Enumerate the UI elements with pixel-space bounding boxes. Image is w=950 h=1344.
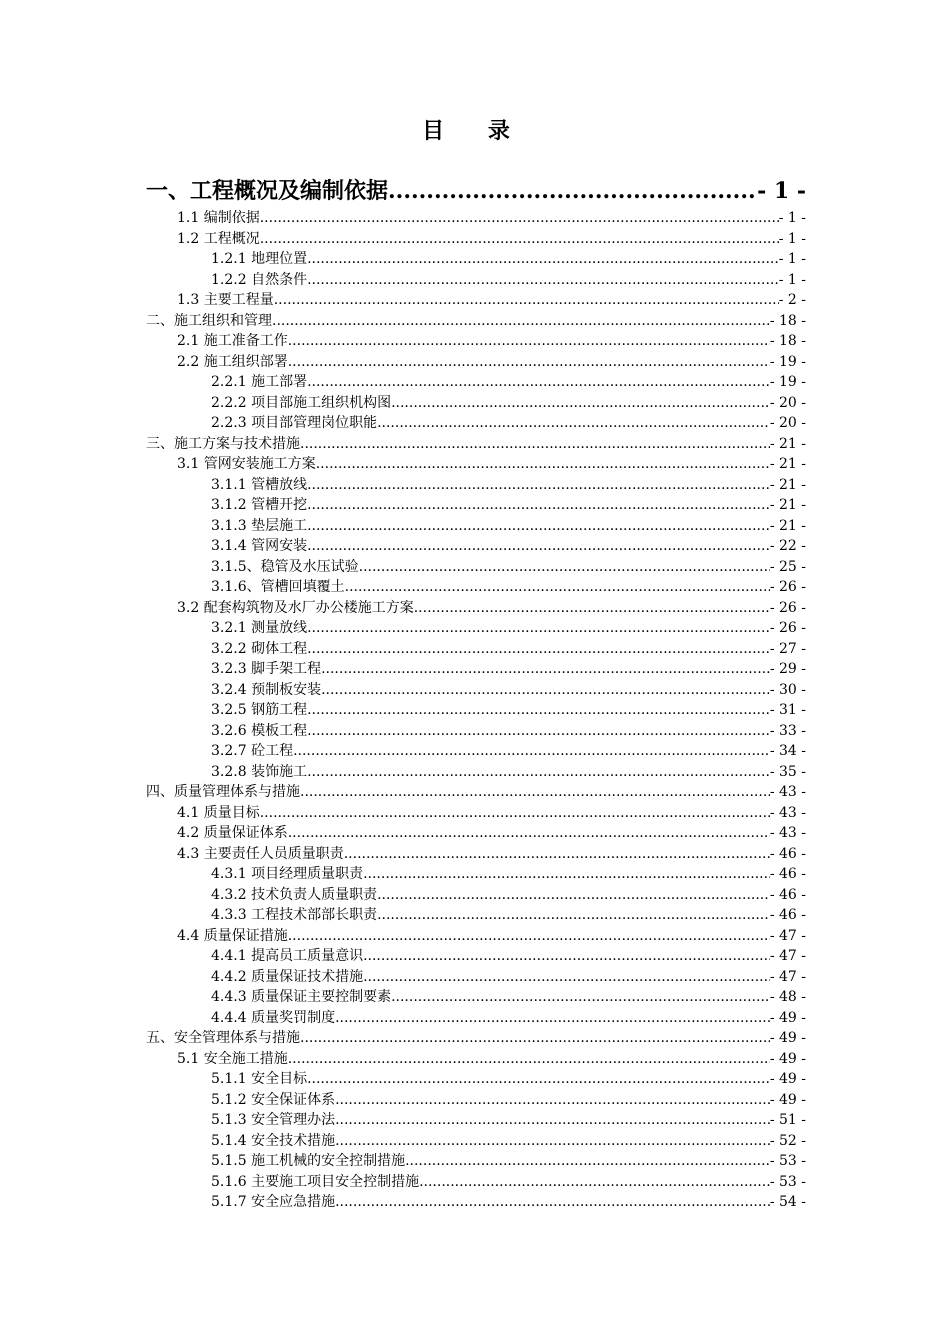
toc-entry-label: 4.2 质量保证体系 [177,825,288,841]
toc-entry-label: 5.1.7 安全应急措施 [211,1194,336,1210]
toc-entry[interactable] [146,905,806,926]
toc-entry-label: 四、质量管理体系与措施 [146,784,300,800]
toc-entry[interactable] [146,1151,806,1172]
toc-entry-label: 2.2.1 施工部署 [211,374,308,390]
toc-entry[interactable] [146,331,806,352]
toc-dot-leader [377,413,770,434]
toc-entry-page: - 20 - [769,415,806,431]
toc-dot-leader [335,1110,770,1131]
toc-entry[interactable] [146,803,806,824]
toc-entry[interactable] [146,823,806,844]
toc-entry[interactable] [146,1069,806,1090]
toc-entry[interactable] [146,1192,806,1213]
toc-entry-label: 3.2.3 脚手架工程 [211,661,322,677]
toc-dot-leader [307,536,770,557]
toc-entry-label: 三、施工方案与技术措施 [146,435,300,452]
toc-entry-label: 4.4 质量保证措施 [177,927,288,944]
toc-entry[interactable] [146,639,806,660]
toc-dot-leader [391,987,770,1008]
toc-entry-page: - 31 - [769,702,806,718]
toc-entry-label: 3.1.3 垫层施工 [211,517,308,534]
toc-entry[interactable] [146,413,806,434]
toc-entry[interactable] [146,229,806,250]
toc-entry[interactable] [146,454,806,475]
toc-dot-leader [288,331,770,352]
table-of-contents [146,174,806,1213]
toc-entry-page: - 1 - [778,251,806,267]
toc-entry-label: 3.1.6、管槽回填覆土 [211,579,345,595]
toc-entry-page: - 19 - [769,374,806,390]
toc-entry[interactable] [146,1090,806,1111]
toc-entry-page: - 53 - [769,1153,806,1169]
toc-entry-label: 2.1 施工准备工作 [177,333,288,349]
toc-entry-page: - 26 - [769,620,806,636]
toc-entry-label: 5.1.3 安全管理办法 [211,1112,336,1128]
toc-dot-leader [260,208,779,229]
toc-entry-page: - 21 - [769,456,806,472]
toc-entry-label: 4.4.2 质量保证技术措施 [211,968,364,985]
toc-entry-page: - 21 - [769,476,806,493]
toc-entry-page: - 26 - [769,599,806,616]
toc-dot-leader [288,926,770,947]
toc-dot-leader [274,290,779,311]
toc-entry-page: - 47 - [769,968,806,985]
toc-entry-page: - 27 - [769,640,806,657]
toc-entry-label: 4.4.1 提高员工质量意识 [211,948,364,964]
toc-entry-page: - 46 - [769,866,806,882]
page-title: 目 录 [422,118,528,144]
toc-entry[interactable] [146,1028,806,1049]
toc-entry[interactable] [146,598,806,619]
toc-entry[interactable] [146,577,806,598]
toc-entry-label: 4.3 主要责任人员质量职责 [177,845,344,862]
toc-entry-page: - 21 - [769,497,806,513]
toc-entry-page: - 49 - [769,1030,806,1046]
toc-entry-label: 5.1 安全施工措施 [177,1050,288,1067]
toc-entry[interactable] [146,1110,806,1131]
toc-entry-page: - 21 - [769,435,806,452]
toc-entry[interactable] [146,700,806,721]
toc-dot-leader [419,1172,770,1193]
toc-entry-page: - 46 - [769,886,806,903]
toc-entry[interactable] [146,741,806,762]
toc-dot-leader [414,598,770,619]
toc-entry[interactable] [146,393,806,414]
toc-entry-label: 4.3.2 技术负责人质量职责 [211,886,378,903]
toc-entry-page: - 46 - [769,845,806,862]
toc-dot-leader [307,249,779,270]
toc-entry-label: 1.2 工程概况 [177,230,260,247]
toc-dot-leader [288,823,770,844]
toc-entry-label: 3.2.5 钢筋工程 [211,702,308,718]
toc-entry-label: 4.4.4 质量奖罚制度 [211,1009,336,1026]
toc-entry[interactable] [146,1172,806,1193]
toc-entry[interactable] [146,516,806,537]
toc-dot-leader [321,659,770,680]
toc-dot-leader [307,762,770,783]
toc-dot-leader [300,782,770,803]
toc-entry[interactable] [146,1049,806,1070]
toc-entry-page: - 30 - [769,681,806,698]
toc-entry-label: 3.2 配套构筑物及水厂办公楼施工方案 [177,599,414,616]
toc-entry-label: 五、安全管理体系与措施 [146,1030,300,1046]
toc-dot-leader [363,864,770,885]
toc-entry-page: - 18 - [769,333,806,349]
toc-dot-leader [377,885,770,906]
toc-entry[interactable] [146,864,806,885]
toc-entry-page: - 49 - [769,1009,806,1026]
toc-entry-label: 3.1.4 管网安装 [211,538,308,554]
toc-dot-leader [307,721,770,742]
toc-entry-label: 5.1.6 主要施工项目安全控制措施 [211,1173,420,1190]
toc-entry[interactable] [146,270,806,291]
toc-dot-leader [288,352,770,373]
toc-entry[interactable] [146,946,806,967]
toc-entry-page: - 49 - [769,1091,806,1108]
toc-entry[interactable] [146,434,806,455]
toc-entry[interactable] [146,844,806,865]
toc-dot-leader [293,741,770,762]
toc-entry-label: 2.2 施工组织部署 [177,353,288,370]
toc-entry-page: - 1 - [757,178,806,204]
toc-entry-page: - 43 - [769,784,806,800]
toc-dot-leader [307,639,770,660]
toc-entry[interactable] [146,208,806,229]
toc-dot-leader [377,905,770,926]
toc-dot-leader [363,967,770,988]
toc-entry-label: 5.1.1 安全目标 [211,1071,308,1087]
toc-entry-page: - 2 - [778,292,806,308]
toc-entry-label: 4.1 质量目标 [177,804,260,821]
toc-entry-label: 3.2.6 模板工程 [211,722,308,739]
toc-entry[interactable] [146,475,806,496]
toc-entry-page: - 54 - [769,1194,806,1210]
toc-entry[interactable] [146,680,806,701]
toc-dot-leader [307,475,770,496]
toc-entry-label: 3.2.4 预制板安装 [211,681,322,698]
toc-dot-leader [307,618,770,639]
toc-dot-leader [288,1049,770,1070]
toc-entry[interactable] [146,352,806,373]
toc-entry-page: - 20 - [769,394,806,411]
toc-dot-leader [307,270,779,291]
toc-entry[interactable] [146,1131,806,1152]
toc-entry-page: - 19 - [769,353,806,370]
toc-entry-label: 3.2.2 砌体工程 [211,640,308,657]
toc-dot-leader [335,1090,770,1111]
toc-entry[interactable] [146,290,806,311]
toc-entry-page: - 35 - [769,763,806,780]
toc-entry[interactable] [146,987,806,1008]
toc-dot-leader [307,372,770,393]
toc-entry-label: 3.1.5、稳管及水压试验 [211,558,359,575]
toc-dot-leader [307,700,770,721]
toc-dot-leader [363,946,770,967]
toc-entry[interactable] [146,885,806,906]
toc-entry-page: - 18 - [769,312,806,329]
toc-entry-page: - 46 - [769,907,806,923]
toc-entry-page: - 49 - [769,1071,806,1087]
toc-entry-page: - 43 - [769,825,806,841]
toc-entry-label: 2.2.2 项目部施工组织机构图 [211,394,392,411]
toc-dot-leader [335,1192,770,1213]
toc-entry-label: 二、施工组织和管理 [146,312,272,329]
toc-entry-label: 4.4.3 质量保证主要控制要素 [211,989,392,1005]
toc-entry-page: - 1 - [778,230,806,247]
toc-entry-page: - 1 - [778,271,806,288]
toc-entry[interactable] [146,536,806,557]
toc-entry-page: - 52 - [769,1132,806,1149]
toc-entry-page: - 43 - [769,804,806,821]
toc-dot-leader [260,803,770,824]
toc-entry-label: 1.3 主要工程量 [177,292,274,308]
toc-dot-leader [321,680,770,701]
toc-dot-leader [344,844,770,865]
toc-entry-label: 5.1.5 施工机械的安全控制措施 [211,1153,406,1169]
toc-entry[interactable] [146,1008,806,1029]
toc-entry-page: - 53 - [769,1173,806,1190]
toc-dot-leader [388,174,757,208]
toc-entry[interactable] [146,762,806,783]
toc-entry-label: 3.1.1 管槽放线 [211,476,308,493]
toc-entry-page: - 47 - [769,927,806,944]
toc-dot-leader [405,1151,770,1172]
toc-entry-label: 4.3.3 工程技术部部长职责 [211,907,378,923]
toc-entry[interactable] [146,721,806,742]
toc-entry-label: 3.2.8 装饰施工 [211,763,308,780]
toc-entry-label: 一、工程概况及编制依据 [146,178,389,204]
toc-entry-page: - 25 - [769,558,806,575]
toc-entry[interactable] [146,659,806,680]
toc-entry-page: - 22 - [769,538,806,554]
toc-entry-label: 3.2.7 砼工程 [211,743,294,759]
toc-entry[interactable] [146,495,806,516]
toc-dot-leader [359,557,770,578]
toc-entry-page: - 26 - [769,579,806,595]
toc-entry-page: - 51 - [769,1112,806,1128]
toc-entry[interactable] [146,782,806,803]
toc-entry-label: 4.3.1 项目经理质量职责 [211,866,364,882]
toc-entry[interactable] [146,174,806,208]
toc-dot-leader [307,516,770,537]
toc-entry-label: 3.2.1 测量放线 [211,620,308,636]
toc-entry-page: - 34 - [769,743,806,759]
toc-dot-leader [345,577,770,598]
toc-entry-label: 3.1.2 管槽开挖 [211,497,308,513]
toc-entry-page: - 21 - [769,517,806,534]
toc-dot-leader [307,495,770,516]
toc-entry-page: - 33 - [769,722,806,739]
toc-entry-label: 5.1.4 安全技术措施 [211,1132,336,1149]
toc-entry-label: 1.2.1 地理位置 [211,251,308,267]
toc-dot-leader [307,1069,770,1090]
toc-entry-label: 1.2.2 自然条件 [211,271,308,288]
toc-entry-label: 5.1.2 安全保证体系 [211,1091,336,1108]
toc-entry[interactable] [146,311,806,332]
toc-entry[interactable] [146,557,806,578]
toc-dot-leader [335,1131,770,1152]
toc-dot-leader [272,311,770,332]
toc-dot-leader [260,229,779,250]
toc-dot-leader [316,454,770,475]
toc-entry-page: - 1 - [778,210,806,226]
toc-dot-leader [391,393,770,414]
toc-entry-page: - 48 - [769,989,806,1005]
toc-entry-page: - 49 - [769,1050,806,1067]
toc-entry-page: - 29 - [769,661,806,677]
toc-entry-label: 1.1 编制依据 [177,210,260,226]
toc-dot-leader [300,434,770,455]
toc-dot-leader [335,1008,770,1029]
toc-entry-label: 3.1 管网安装施工方案 [177,456,316,472]
toc-entry[interactable] [146,249,806,270]
toc-entry[interactable] [146,618,806,639]
toc-entry[interactable] [146,967,806,988]
toc-entry-label: 2.2.3 项目部管理岗位职能 [211,415,378,431]
toc-entry[interactable] [146,372,806,393]
toc-entry[interactable] [146,926,806,947]
toc-dot-leader [300,1028,770,1049]
toc-entry-page: - 47 - [769,948,806,964]
